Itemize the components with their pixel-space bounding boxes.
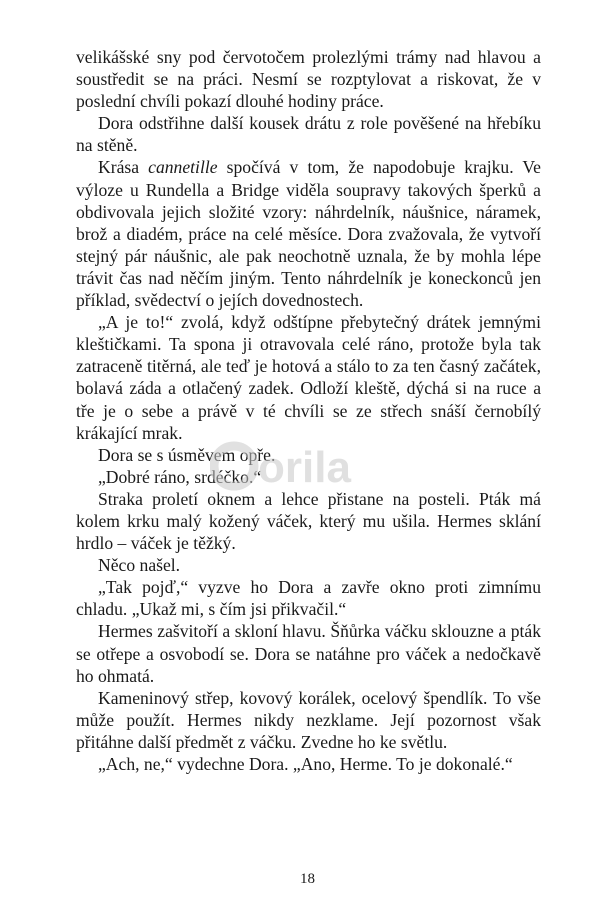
- paragraph: Dora se s úsměvem opře.: [98, 444, 276, 465]
- paragraph-text: Krása: [98, 157, 149, 178]
- paragraph: Dora odstřihne další kousek drátu z role pověšené na hřebíku na stěně.: [76, 113, 541, 156]
- watermark-text: orila: [258, 443, 351, 492]
- paragraph: „Ach, ne,“ vydechne Dora. „Ano, Herme. To je dokonalé.“: [98, 754, 513, 774]
- paragraph: Hermes zašvitoří a skloní hlavu. Šňůrka váčku sklouzne a pták se otřepe a osvobodí se. Dora se natáhne pro váček a nedočkavě ho ohmatá.: [76, 621, 541, 686]
- paragraph: velikášské sny pod červotočem prolezlými trámy nad hlavou a soustředit se na práci. Nesmí se rozptylovat a riskovat, že v poslední chvíli pokazí dlouhé hodiny práce.: [76, 47, 541, 112]
- body-text: [76, 46, 541, 775]
- paragraph: „Tak pojď,“ vyzve ho Dora a zavře okno proti zimnímu chladu. „Ukaž mi, s čím jsi přikvačil.“: [76, 577, 541, 620]
- paragraph: Kameninový střep, kovový korálek, ocelový špendlík. To vše může použít. Hermes nikdy nezklame. Její pozornost však přitáhne další předmět z váčku. Zvedne ho ke světlu.: [76, 687, 541, 752]
- paragraph: Straka proletí oknem a lehce přistane na posteli. Pták má kolem krku malý kožený váček, který mu ušila. Hermes sklání hrdlo – váček je těžký.: [76, 488, 541, 554]
- paragraph: „Dobré ráno, srdéčko.“: [98, 466, 262, 487]
- paragraph: „A je to!“ zvolá, když odštípne přebytečný drátek jemnými kleštičkami. Ta spona ji otravovala celé ráno, protože byla tak zatraceně titěrná, ale teď je hotová a stálo to za ten časný začátek, bolavá záda a otlačený zadek. Odloží kleště, dýchá si na ruce a tře je o sebe a právě v té chvíli se ze střech snáší černobílý krákající mrak.: [76, 312, 541, 443]
- page-number: 18: [300, 871, 315, 887]
- italic-term: cannetille: [148, 157, 218, 178]
- paragraph: Něco našel.: [98, 555, 181, 576]
- paragraph-text: spočívá v tom, že napodobuje krajku. Ve výloze u Rundella a Bridge viděla soupravy takových šperků a obdivovala jejich složité vzory: náhrdelník, náušnice, náramek, brož a diadém, práce na celé měsíce. Dora zvažovala, že vytvoří stejný pár náušnic, ale pak neochotně uznala, že by mohla lépe trávit čas nad něčím jiným. Tento náhrdelník je koneckonců jen příklad, svědectví o jejích dovednostech.: [76, 157, 541, 311]
- paragraph: [76, 156, 541, 311]
